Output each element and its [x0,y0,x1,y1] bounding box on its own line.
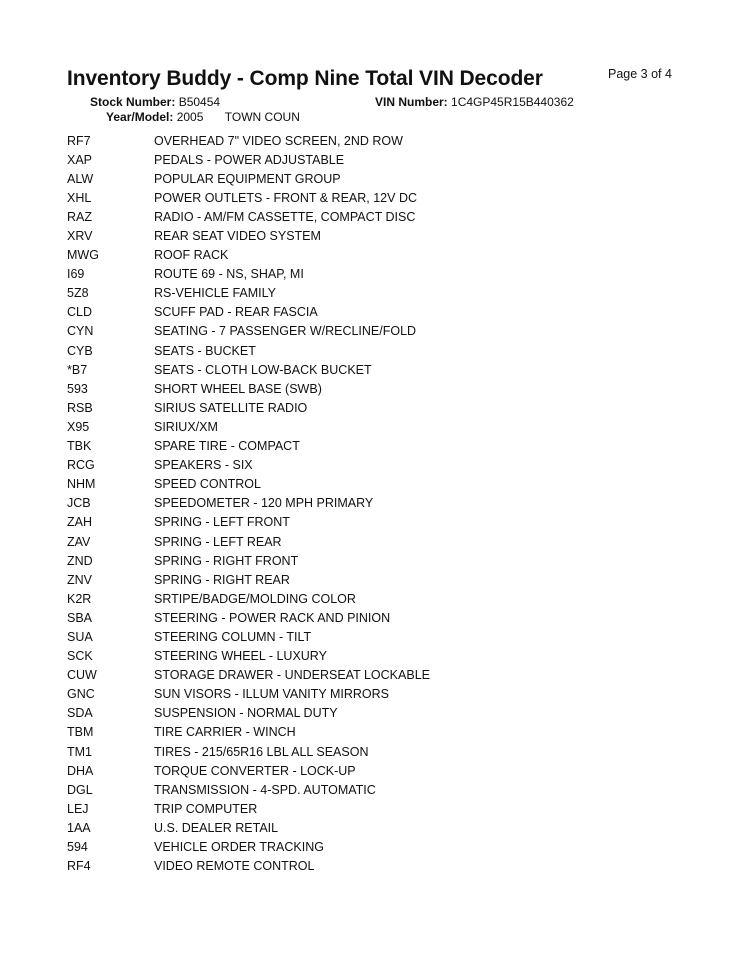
option-code: CLD [67,305,93,320]
list-item [67,551,667,570]
list-item [67,226,667,245]
option-code: NHM [67,477,96,492]
option-description: SUSPENSION - NORMAL DUTY [154,706,338,721]
option-description: SPRING - LEFT REAR [154,534,282,549]
list-item [67,627,667,646]
option-code: 594 [67,840,88,855]
option-code: X95 [67,419,90,434]
option-code: CYB [67,343,93,358]
option-description: TRIP COMPUTER [154,801,258,816]
list-item [67,475,667,494]
option-description: STORAGE DRAWER - UNDERSEAT LOCKABLE [154,668,430,683]
option-code: TM1 [67,744,92,759]
list-item [67,647,667,666]
list-item [67,857,667,876]
list-item [67,322,667,341]
option-code: TBK [67,439,92,454]
option-code: GNC [67,687,95,702]
option-code: 5Z8 [67,286,89,301]
option-description: SPEEDOMETER - 120 MPH PRIMARY [154,496,374,511]
list-item [67,169,667,188]
option-code: DHA [67,763,94,778]
list-item [67,742,667,761]
option-description: SPRING - LEFT FRONT [154,515,290,530]
option-code: I69 [67,267,85,282]
list-item [67,437,667,456]
option-description: SPEAKERS - SIX [154,458,253,473]
list-item [67,494,667,513]
option-code: ALW [67,171,94,186]
list-item [67,379,667,398]
option-description: TRANSMISSION - 4-SPD. AUTOMATIC [154,782,376,797]
option-code: XAP [67,152,93,167]
option-code: K2R [67,591,92,606]
vin-number-label: VIN Number: [375,95,448,109]
list-item [67,265,667,284]
option-description: SPRING - RIGHT REAR [154,572,290,587]
list-item [67,666,667,685]
option-code: ZND [67,553,93,568]
list-item [67,341,667,360]
option-description: STEERING WHEEL - LUXURY [154,649,327,664]
option-code: SDA [67,706,93,721]
list-item [67,532,667,551]
option-description: PEDALS - POWER ADJUSTABLE [154,152,345,167]
option-description: SRTIPE/BADGE/MOLDING COLOR [154,591,356,606]
model-value: TOWN COUN [224,110,300,124]
option-description: OVERHEAD 7" VIDEO SCREEN, 2ND ROW [154,133,403,148]
vin-number [375,95,574,110]
option-description: VIDEO REMOTE CONTROL [154,859,315,874]
option-description: POWER OUTLETS - FRONT & REAR, 12V DC [154,190,418,205]
option-description: STEERING COLUMN - TILT [154,629,312,644]
option-description: U.S. DEALER RETAIL [154,820,279,835]
option-description: SPARE TIRE - COMPACT [154,439,300,454]
option-description: ROOF RACK [154,248,229,263]
option-code: LEJ [67,801,89,816]
option-description: SUN VISORS - ILLUM VANITY MIRRORS [154,687,389,702]
option-description: VEHICLE ORDER TRACKING [154,840,324,855]
list-item [67,513,667,532]
option-code: *B7 [67,362,88,377]
list-item [67,131,667,150]
stock-number-label: Stock Number: [90,95,176,109]
option-code: RAZ [67,209,92,224]
list-item [67,818,667,837]
option-description: TIRE CARRIER - WINCH [154,725,296,740]
list-item [67,246,667,265]
option-code: XRV [67,229,93,244]
year-model [106,110,300,125]
option-code: 593 [67,381,88,396]
option-code: SCK [67,649,93,664]
list-item [67,188,667,207]
option-description: REAR SEAT VIDEO SYSTEM [154,229,321,244]
option-code: ZAV [67,534,91,549]
list-item [67,704,667,723]
option-code: RSB [67,400,93,415]
option-description: SIRIUX/XM [154,419,218,434]
list-item [67,284,667,303]
option-code: RF7 [67,133,91,148]
stock-number-value: B50454 [178,95,221,109]
list-item [67,360,667,379]
year-value: 2005 [176,110,204,124]
list-item [67,589,667,608]
list-item [67,150,667,169]
list-item [67,303,667,322]
vin-number-value: 1C4GP45R15B440362 [451,95,574,109]
page-title: Inventory Buddy - Comp Nine Total VIN Decoder [67,67,543,90]
option-description: TORQUE CONVERTER - LOCK-UP [154,763,356,778]
option-description: SEATING - 7 PASSENGER W/RECLINE/FOLD [154,324,417,339]
option-code: DGL [67,782,93,797]
option-code: CYN [67,324,94,339]
option-description: SPEED CONTROL [154,477,261,492]
option-description: SPRING - RIGHT FRONT [154,553,299,568]
option-code: MWG [67,248,99,263]
year-model-label: Year/Model: [106,110,174,124]
option-description: TIRES - 215/65R16 LBL ALL SEASON [154,744,369,759]
list-item [67,417,667,436]
page-number: Page 3 of 4 [608,67,672,81]
option-code: CUW [67,668,97,683]
list-item [67,207,667,226]
option-description: SCUFF PAD - REAR FASCIA [154,305,318,320]
option-code: TBM [67,725,94,740]
option-description: SHORT WHEEL BASE (SWB) [154,381,322,396]
option-description: STEERING - POWER RACK AND PINION [154,610,391,625]
option-description: SEATS - CLOTH LOW-BACK BUCKET [154,362,372,377]
option-description: POPULAR EQUIPMENT GROUP [154,171,341,186]
option-code: ZAH [67,515,92,530]
option-description: SEATS - BUCKET [154,343,256,358]
list-item [67,456,667,475]
list-item [67,608,667,627]
option-description: SIRIUS SATELLITE RADIO [154,400,308,415]
list-item [67,837,667,856]
list-item [67,780,667,799]
option-code: SUA [67,629,93,644]
list-item [67,799,667,818]
option-code-list [67,131,667,876]
option-description: RS-VEHICLE FAMILY [154,286,277,301]
list-item [67,723,667,742]
option-code: 1AA [67,820,91,835]
option-code: XHL [67,190,92,205]
list-item [67,685,667,704]
option-code: RF4 [67,859,91,874]
option-code: JCB [67,496,91,511]
option-code: SBA [67,610,93,625]
stock-number [90,95,220,110]
option-code: RCG [67,458,95,473]
list-item [67,398,667,417]
option-description: RADIO - AM/FM CASSETTE, COMPACT DISC [154,209,416,224]
option-code: ZNV [67,572,92,587]
option-description: ROUTE 69 - NS, SHAP, MI [154,267,304,282]
list-item [67,761,667,780]
list-item [67,570,667,589]
